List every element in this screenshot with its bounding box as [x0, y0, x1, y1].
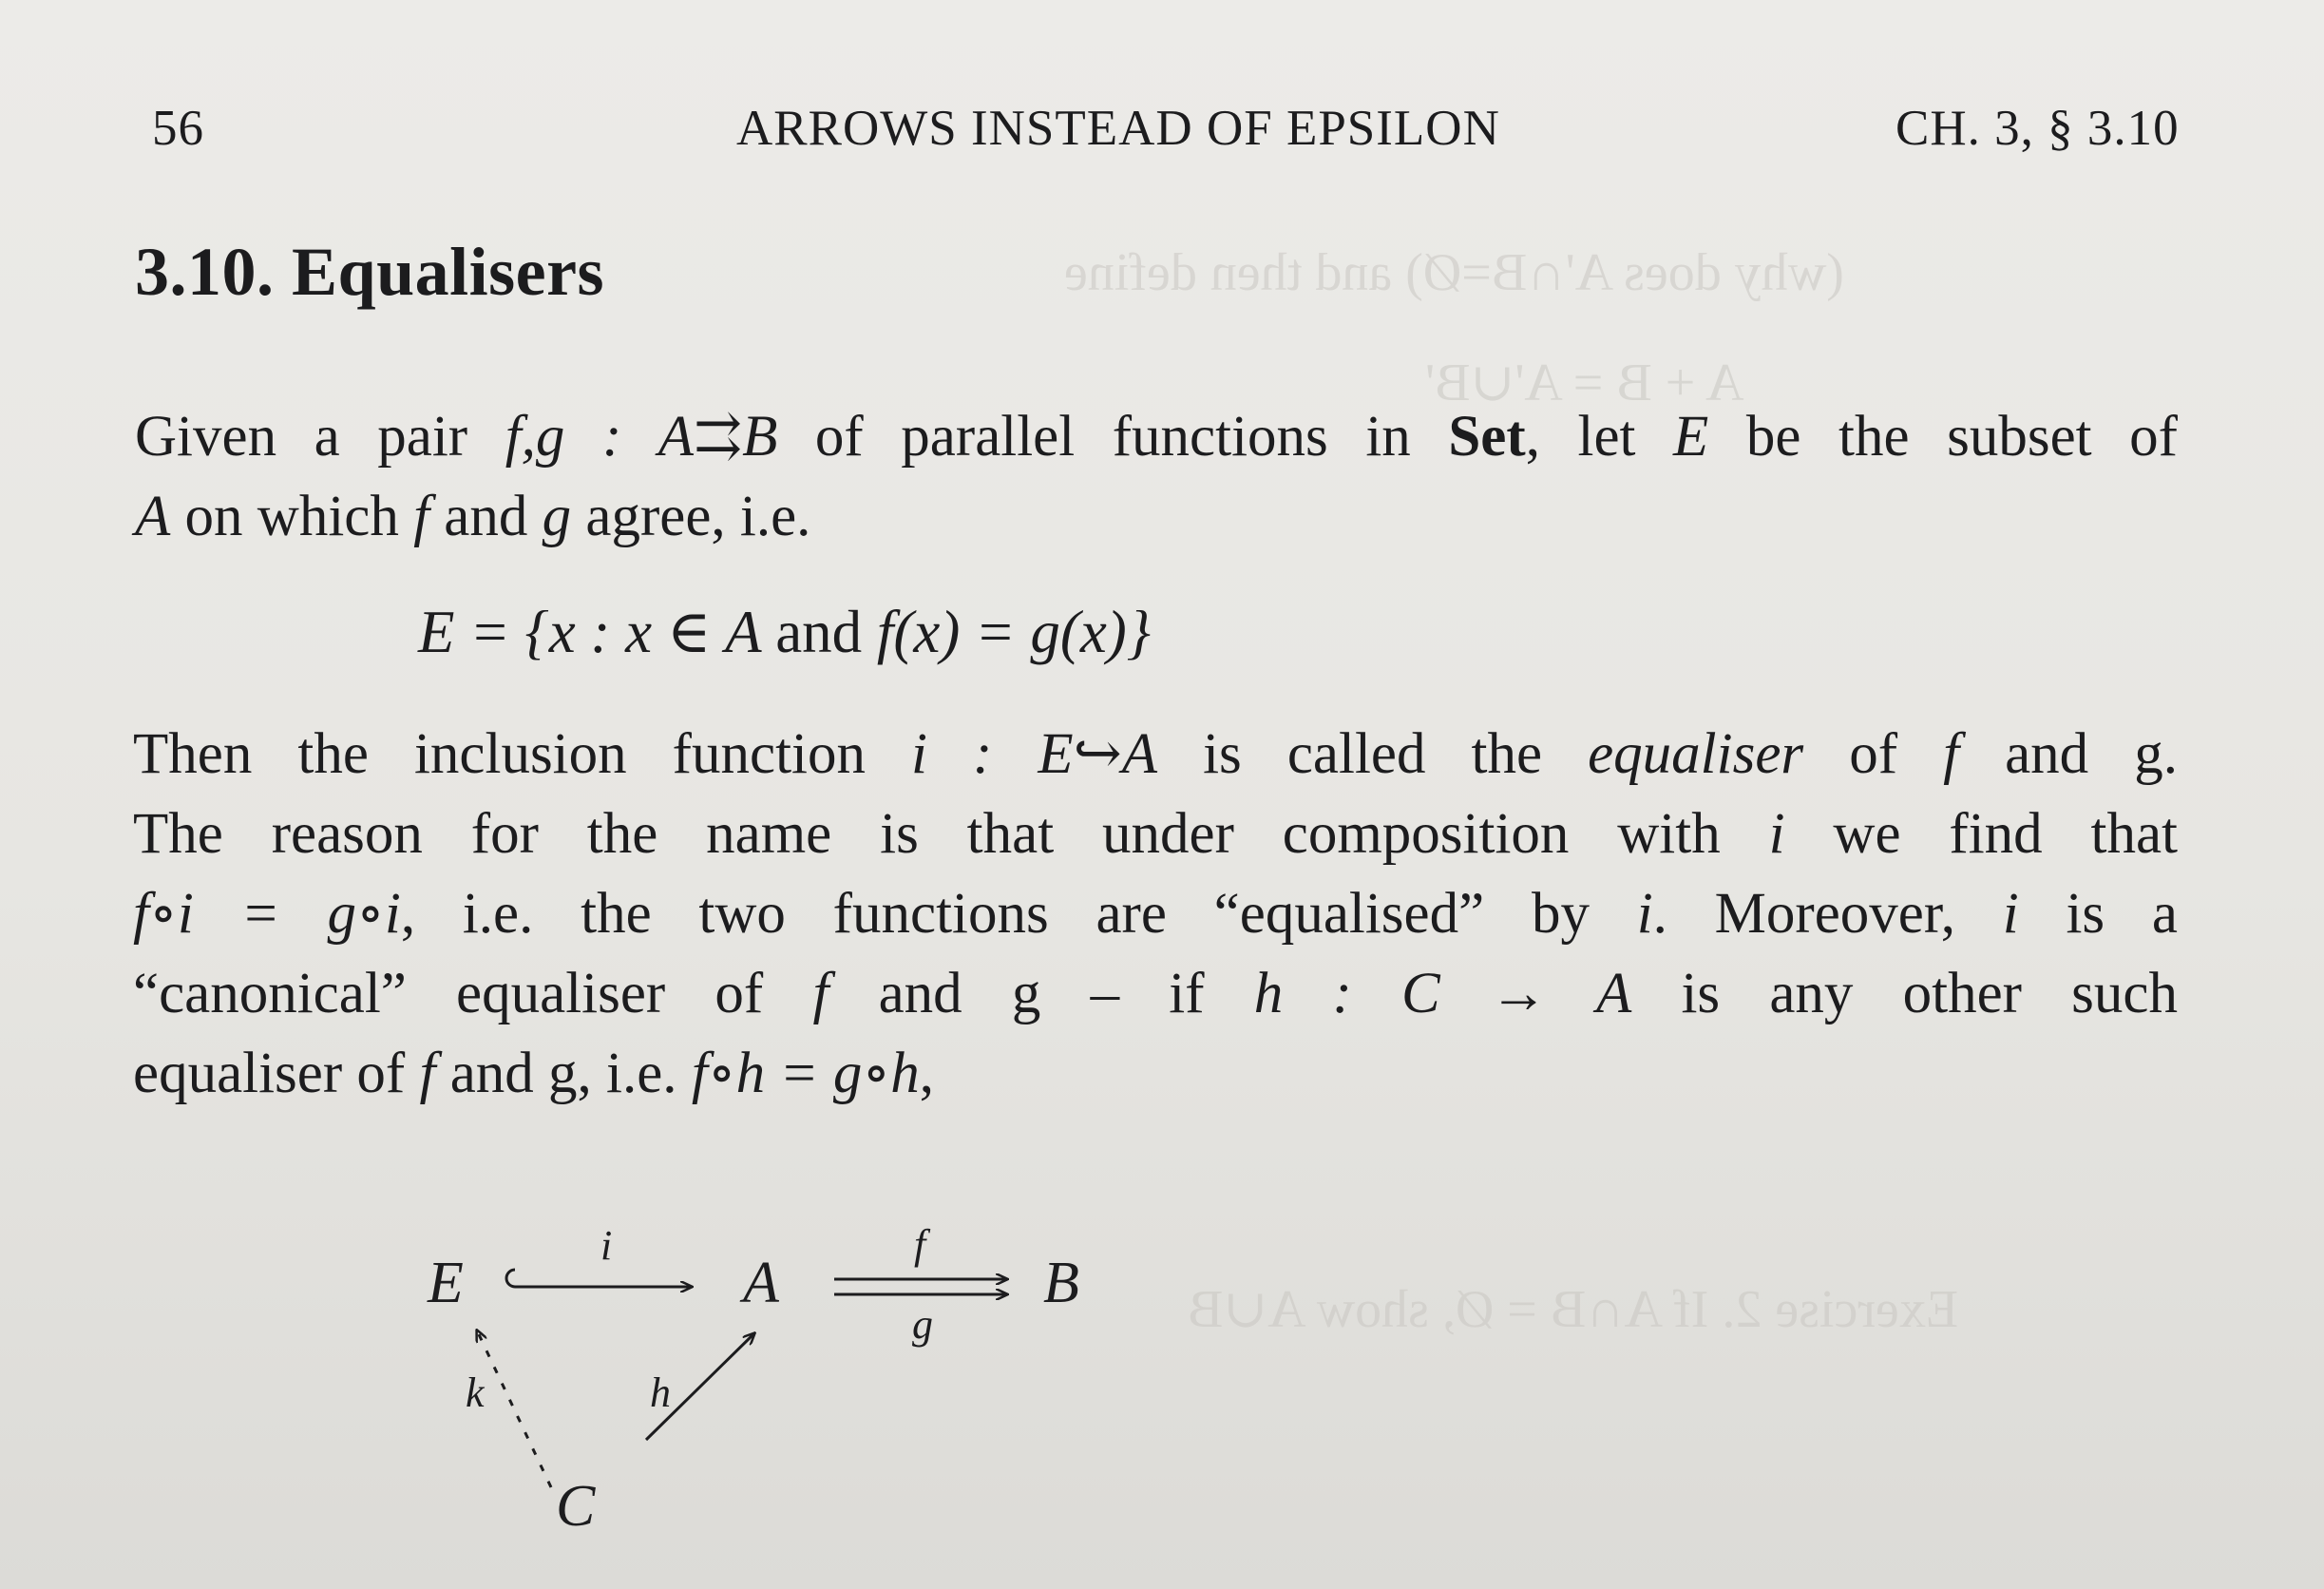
- paragraph-line: Given a pair f,g : A⇉B of parallel functions in Set, let E be the subset of: [135, 405, 2178, 469]
- inclusion-arrow: [506, 1270, 692, 1287]
- paragraph-line: f∘i = g∘i, i.e. the two functions are “equalised” by i. Moreover, i is a: [133, 882, 2178, 946]
- equaliser-paragraph: [133, 715, 2178, 1114]
- math-expression: f,g : A⇉B: [505, 405, 778, 469]
- show-through-text: Exercise 2. If A∩B = Ø, show A∪B: [1188, 1280, 1959, 1339]
- set-definition-equation: E = {x : x ∈ A and f(x) = g(x)}: [418, 599, 1151, 665]
- node-b: B: [1043, 1251, 1079, 1315]
- math-expression: i : E↪A: [911, 722, 1158, 786]
- paragraph-line: “canonical” equaliser of f and g – if h : C → A is any other such: [133, 962, 2178, 1025]
- paragraph-line: Then the inclusion function i : E↪A is called the equaliser of f and g.: [133, 722, 2178, 786]
- label-k: k: [466, 1369, 485, 1416]
- section-heading: 3.10. Equalisers: [135, 234, 605, 310]
- node-a: A: [743, 1251, 779, 1315]
- show-through-text: (why does A'∩B=Ø) and then define: [1064, 243, 1844, 302]
- emphasized-term: equaliser: [1588, 722, 1804, 786]
- page-number: 56: [152, 101, 204, 156]
- paragraph-line: The reason for the name is that under composition with i we find that: [133, 802, 2178, 866]
- category-name: Set: [1448, 405, 1526, 469]
- label-i: i: [600, 1222, 613, 1269]
- commutative-diagram: [409, 1207, 1169, 1549]
- parallel-arrows: [834, 1279, 1007, 1294]
- label-h: h: [650, 1369, 671, 1416]
- intro-paragraph: [135, 397, 2178, 557]
- show-through-text: A + B = A'∪B': [1425, 354, 1744, 412]
- node-c: C: [556, 1474, 596, 1539]
- node-e: E: [428, 1251, 464, 1315]
- paragraph-line: equaliser of f and g, i.e. f∘h = g∘h,: [133, 1042, 934, 1105]
- paragraph-line: A on which f and g agree, i.e.: [135, 485, 811, 548]
- unique-arrow-k: [477, 1331, 551, 1487]
- chapter-reference: CH. 3, § 3.10: [1895, 101, 2180, 156]
- label-g: g: [912, 1301, 933, 1348]
- running-title: ARROWS INSTEAD OF EPSILON: [736, 101, 1500, 156]
- label-f: f: [914, 1221, 926, 1268]
